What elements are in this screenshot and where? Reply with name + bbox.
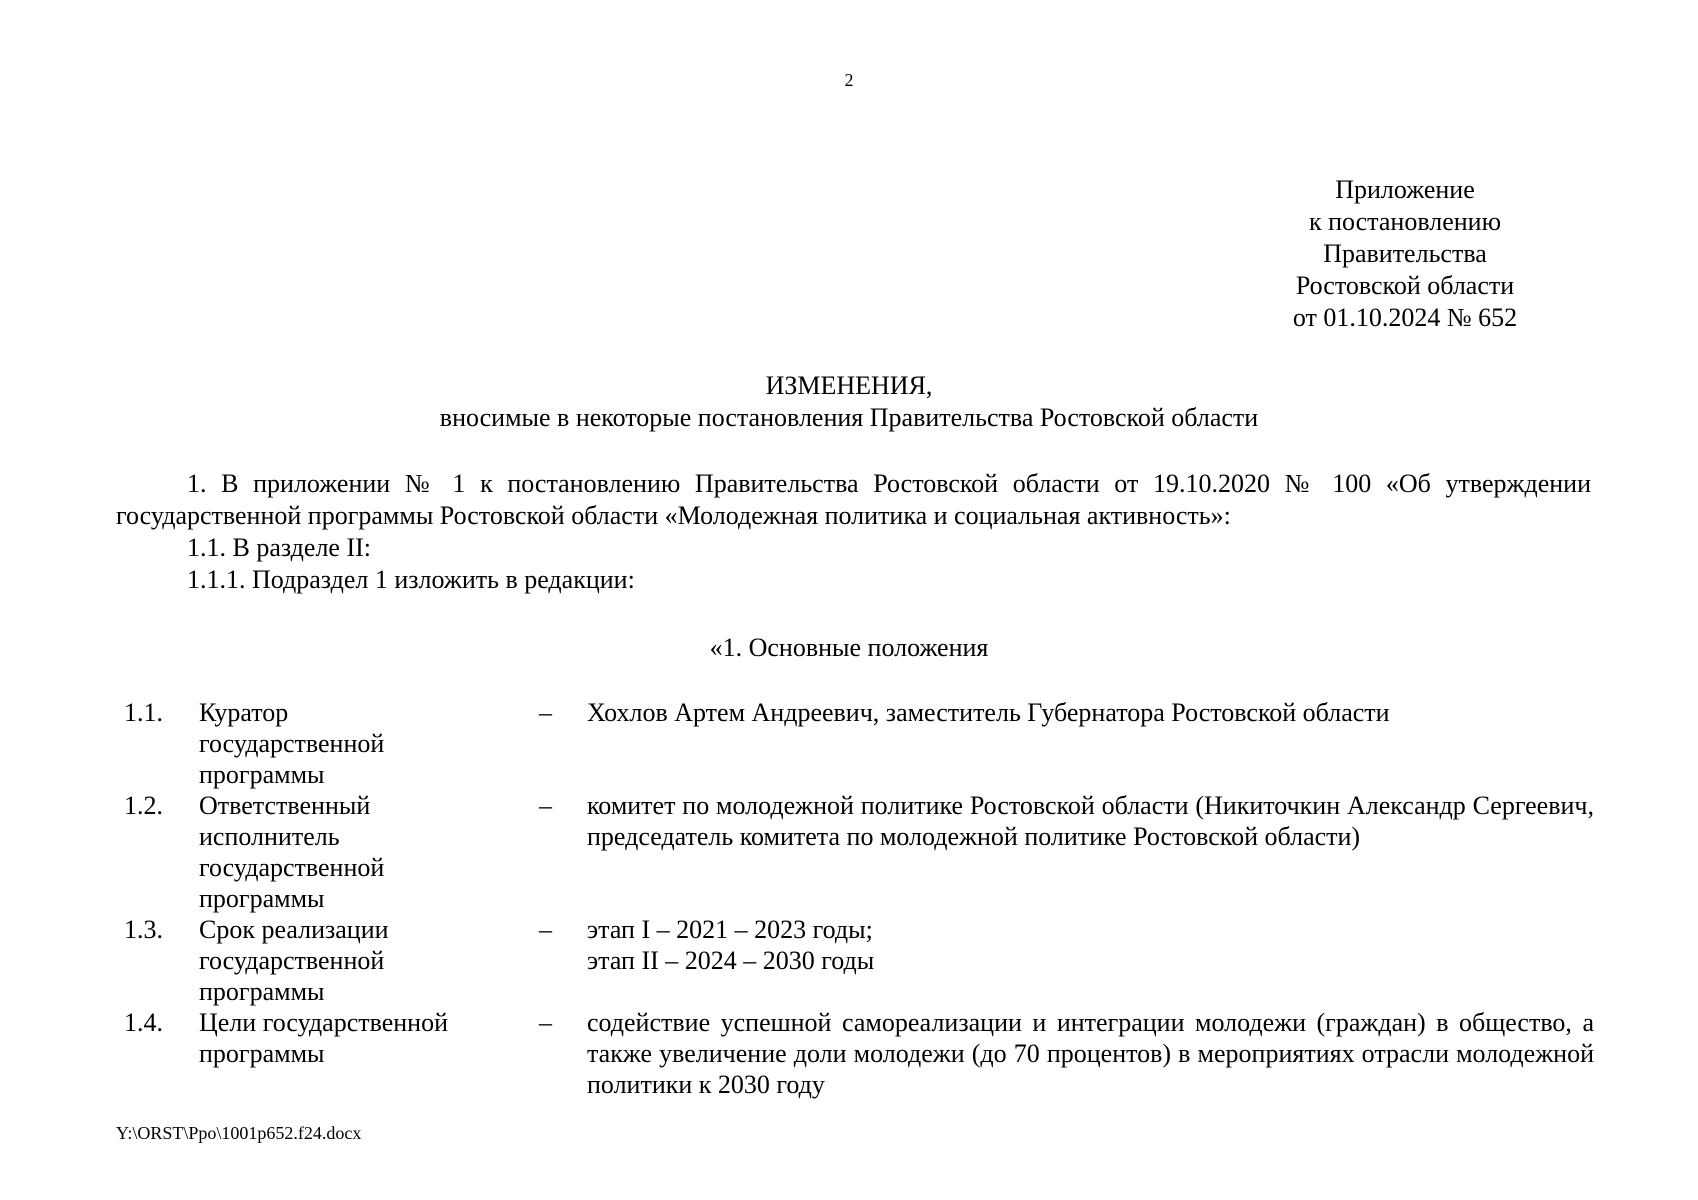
row-dash: – [539,1008,552,1037]
appendix-line: Приложение [1335,175,1475,204]
row-value [587,1007,1594,1100]
row-number: 1.2. [124,791,163,820]
paragraph-3: 1.1.1. Подраздел 1 изложить в редакции: [187,565,635,594]
document-title [0,370,1698,434]
row-dash: – [539,791,552,820]
row-label-line: программы [199,760,325,789]
row-value-line: этап II – 2024 – 2030 годы [587,946,875,975]
row-number: 1.4. [124,1008,163,1037]
row-label-line: Ответственный [199,791,371,820]
row-value-line: комитет по молодежной политике Ростовской области (Никиточкин Александр Сергеевич, председатель комитета по молодежной политике Ростовской области) [587,791,1594,851]
row-value [587,914,1594,1007]
appendix-block [1255,174,1555,334]
row-value-line: Хохлов Артем Андреевич, заместитель Губернатора Ростовской области [587,698,1390,727]
title-subheading: вносимые в некоторые постановления Правительства Ростовской области [439,403,1259,432]
row-label-line: Цели государственной [199,1008,449,1037]
table-row [124,914,1594,1007]
table-row [124,790,1594,914]
section-heading: «1. Основные положения [709,633,989,662]
table-row [124,1007,1594,1100]
row-number: 1.3. [124,915,163,944]
row-label [199,790,539,914]
page-number: 2 [844,70,854,90]
row-label-line: программы [199,1039,325,1068]
appendix-line: Ростовской области [1295,271,1515,300]
row-number: 1.1. [124,698,163,727]
table-row [124,697,1594,790]
appendix-line: от 01.10.2024 № 652 [1292,303,1518,332]
row-value [587,790,1594,914]
row-label-line: Куратор [199,698,289,727]
row-label [199,697,539,790]
row-dash: – [539,915,552,944]
row-label [199,1007,539,1100]
body-text [116,468,1591,596]
appendix-line: к постановлению [1308,207,1502,236]
row-value [587,697,1594,790]
paragraph-1: 1. В приложении № 1 к постановлению Правительства Ростовской области от 19.10.2020 № 100 «Об утверждении государственной программы Ростовской области «Молодежная политика и социальная активность»: [116,469,1591,530]
title-heading: ИЗМЕНЕНИЯ, [765,371,933,400]
row-label-line: программы [199,884,325,913]
row-value-line: этап I – 2021 – 2023 годы; [587,915,873,944]
row-label-line: программы [199,977,325,1006]
row-label [199,914,539,1007]
row-label-line: государственной [199,853,385,882]
row-label-line: государственной [199,729,385,758]
row-label-line: исполнитель [199,822,340,851]
row-label-line: государственной [199,946,385,975]
row-value-line: содействие успешной самореализации и интеграции молодежи (граждан) в общество, а также увеличение доли молодежи (до 70 процентов) в мероприятиях отрасли молодежной политики к 2030 году [587,1008,1594,1099]
file-path-footer: Y:\ORST\Ppo\1001p652.f24.docx [116,1123,362,1143]
paragraph-2: 1.1. В разделе II: [187,533,372,562]
main-provisions-table [124,697,1594,1100]
appendix-line: Правительства [1323,239,1487,268]
row-label-line: Срок реализации [199,915,389,944]
row-dash: – [539,698,552,727]
